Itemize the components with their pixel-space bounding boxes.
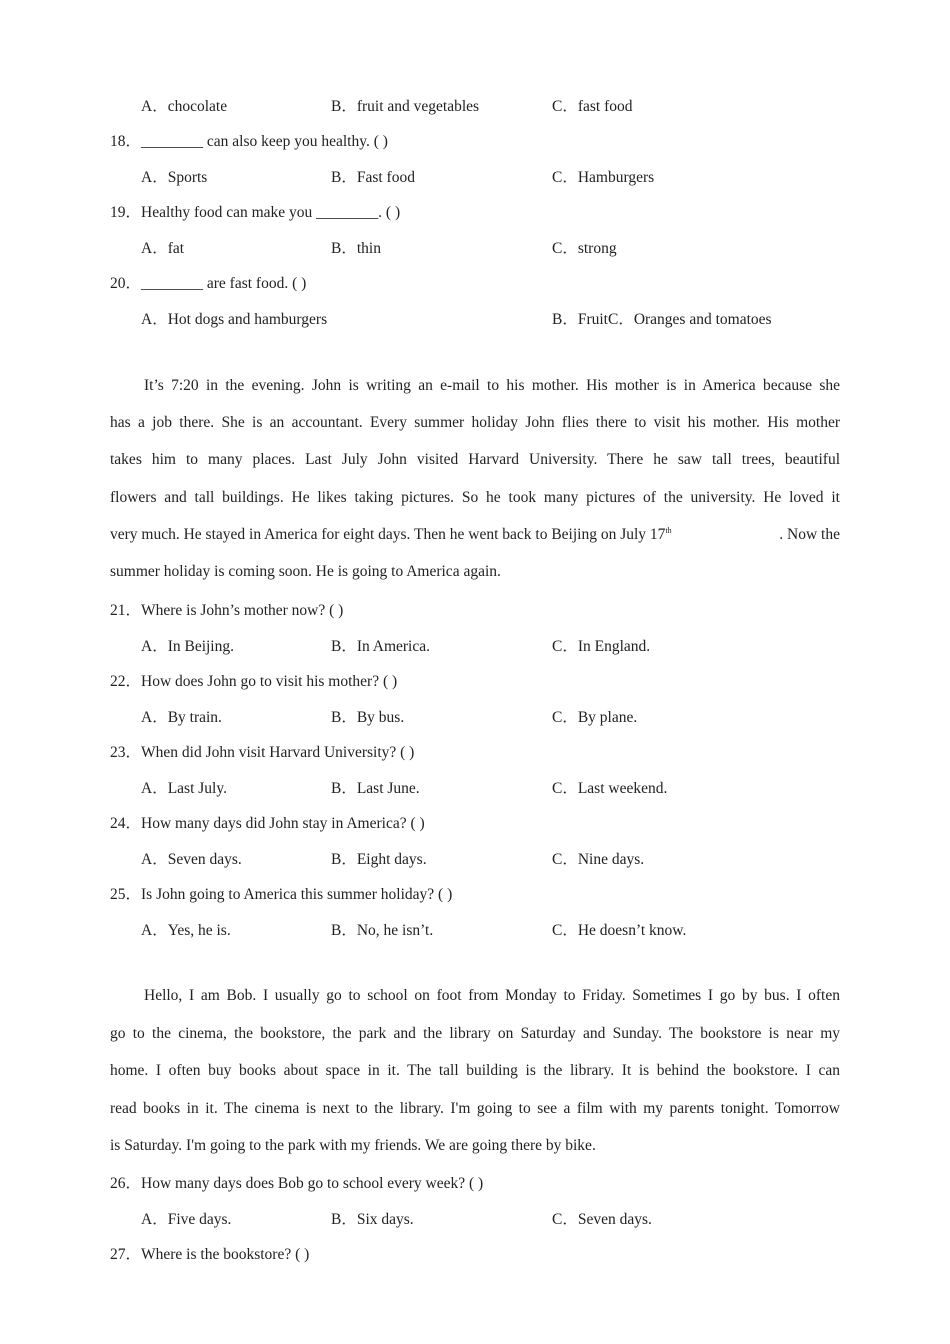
q21-option-c: C．In England.	[552, 638, 651, 655]
passage-john-line: has a job there. She is an accountant. Every summer holiday John flies there to visit his mother. His mother	[110, 414, 840, 431]
q18-option-c: C．Hamburgers	[552, 169, 655, 186]
q19-option-a: A．fat	[141, 240, 185, 257]
q23-option-a: A．Last July.	[141, 780, 227, 797]
q21-option-a: A．In Beijing.	[141, 638, 234, 655]
q24-option-b: B．Eight days.	[331, 851, 427, 868]
passage-bob-line: go to the cinema, the bookstore, the park and the library on Saturday and Sunday. The bookstore is near my	[110, 1025, 840, 1042]
q18-option-a: A．Sports	[141, 169, 208, 186]
passage-bob-line: home. I often buy books about space in it. The tall building is the library. It is behind the bookstore. I can	[110, 1062, 840, 1079]
q25-option-a: A．Yes, he is.	[141, 922, 231, 939]
q23-option-c: C．Last weekend.	[552, 780, 668, 797]
q27-text: 27．Where is the bookstore? ( )	[110, 1246, 310, 1263]
passage-bob-line: read books in it. The cinema is next to the library. I'm going to see a film with my parents tonight. Tomorrow	[110, 1100, 840, 1117]
passage-john-line5-text: very much. He stayed in America for eight days. Then he went back to Beijing on July 17	[110, 526, 666, 543]
passage-bob-line: is Saturday. I'm going to the park with my friends. We are going there by bike.	[110, 1137, 596, 1154]
q20-option-a: A．Hot dogs and hamburgers	[141, 311, 328, 328]
passage-john-line: It’s 7:20 in the evening. John is writing an e-mail to his mother. His mother is in America because she	[144, 377, 840, 394]
q20-option-bc: B．FruitC．Oranges and tomatoes	[552, 311, 772, 328]
q20-text: 20．________ are fast food. ( )	[110, 275, 307, 292]
q19-option-c: C．strong	[552, 240, 617, 257]
q24-option-c: C．Nine days.	[552, 851, 645, 868]
q21-option-b: B．In America.	[331, 638, 431, 655]
passage-bob-line: Hello, I am Bob. I usually go to school on foot from Monday to Friday. Sometimes I go by bus. I often	[144, 987, 840, 1004]
passage-john-line: summer holiday is coming soon. He is going to America again.	[110, 563, 501, 580]
q23-option-b: B．Last June.	[331, 780, 420, 797]
superscript-th: th	[665, 526, 672, 535]
q18-text: 18．________ can also keep you healthy. ( )	[110, 133, 388, 150]
q21-text: 21．Where is John’s mother now? ( )	[110, 602, 344, 619]
q19-option-b: B．thin	[331, 240, 381, 257]
q24-option-a: A．Seven days.	[141, 851, 242, 868]
passage-john-line5-head	[110, 526, 672, 544]
q19-text: 19．Healthy food can make you ________. ( )	[110, 204, 401, 221]
q17-option-b: B．fruit and vegetables	[331, 98, 480, 115]
q17-option-c: C．fast food	[552, 98, 633, 115]
passage-john-line5-tail: . Now the	[779, 526, 840, 543]
q22-option-b: B．By bus.	[331, 709, 405, 726]
passage-john-line: takes him to many places. Last July John visited Harvard University. There he saw tall trees, beautiful	[110, 451, 840, 468]
q26-text: 26．How many days does Bob go to school every week? ( )	[110, 1175, 484, 1192]
passage-john-line	[110, 526, 840, 544]
q22-option-c: C．By plane.	[552, 709, 638, 726]
q25-option-c: C．He doesn’t know.	[552, 922, 687, 939]
q25-option-b: B．No, he isn’t.	[331, 922, 434, 939]
q24-text: 24．How many days did John stay in America? ( )	[110, 815, 425, 832]
q23-text: 23．When did John visit Harvard University? ( )	[110, 744, 415, 761]
passage-john-line: flowers and tall buildings. He likes taking pictures. So he took many pictures of the university. He loved it	[110, 489, 840, 506]
q26-option-a: A．Five days.	[141, 1211, 232, 1228]
q17-option-a: A．chocolate	[141, 98, 228, 115]
q25-text: 25．Is John going to America this summer holiday? ( )	[110, 886, 453, 903]
q22-text: 22．How does John go to visit his mother? ( )	[110, 673, 398, 690]
q26-option-b: B．Six days.	[331, 1211, 414, 1228]
q26-option-c: C．Seven days.	[552, 1211, 652, 1228]
q18-option-b: B．Fast food	[331, 169, 415, 186]
q22-option-a: A．By train.	[141, 709, 222, 726]
